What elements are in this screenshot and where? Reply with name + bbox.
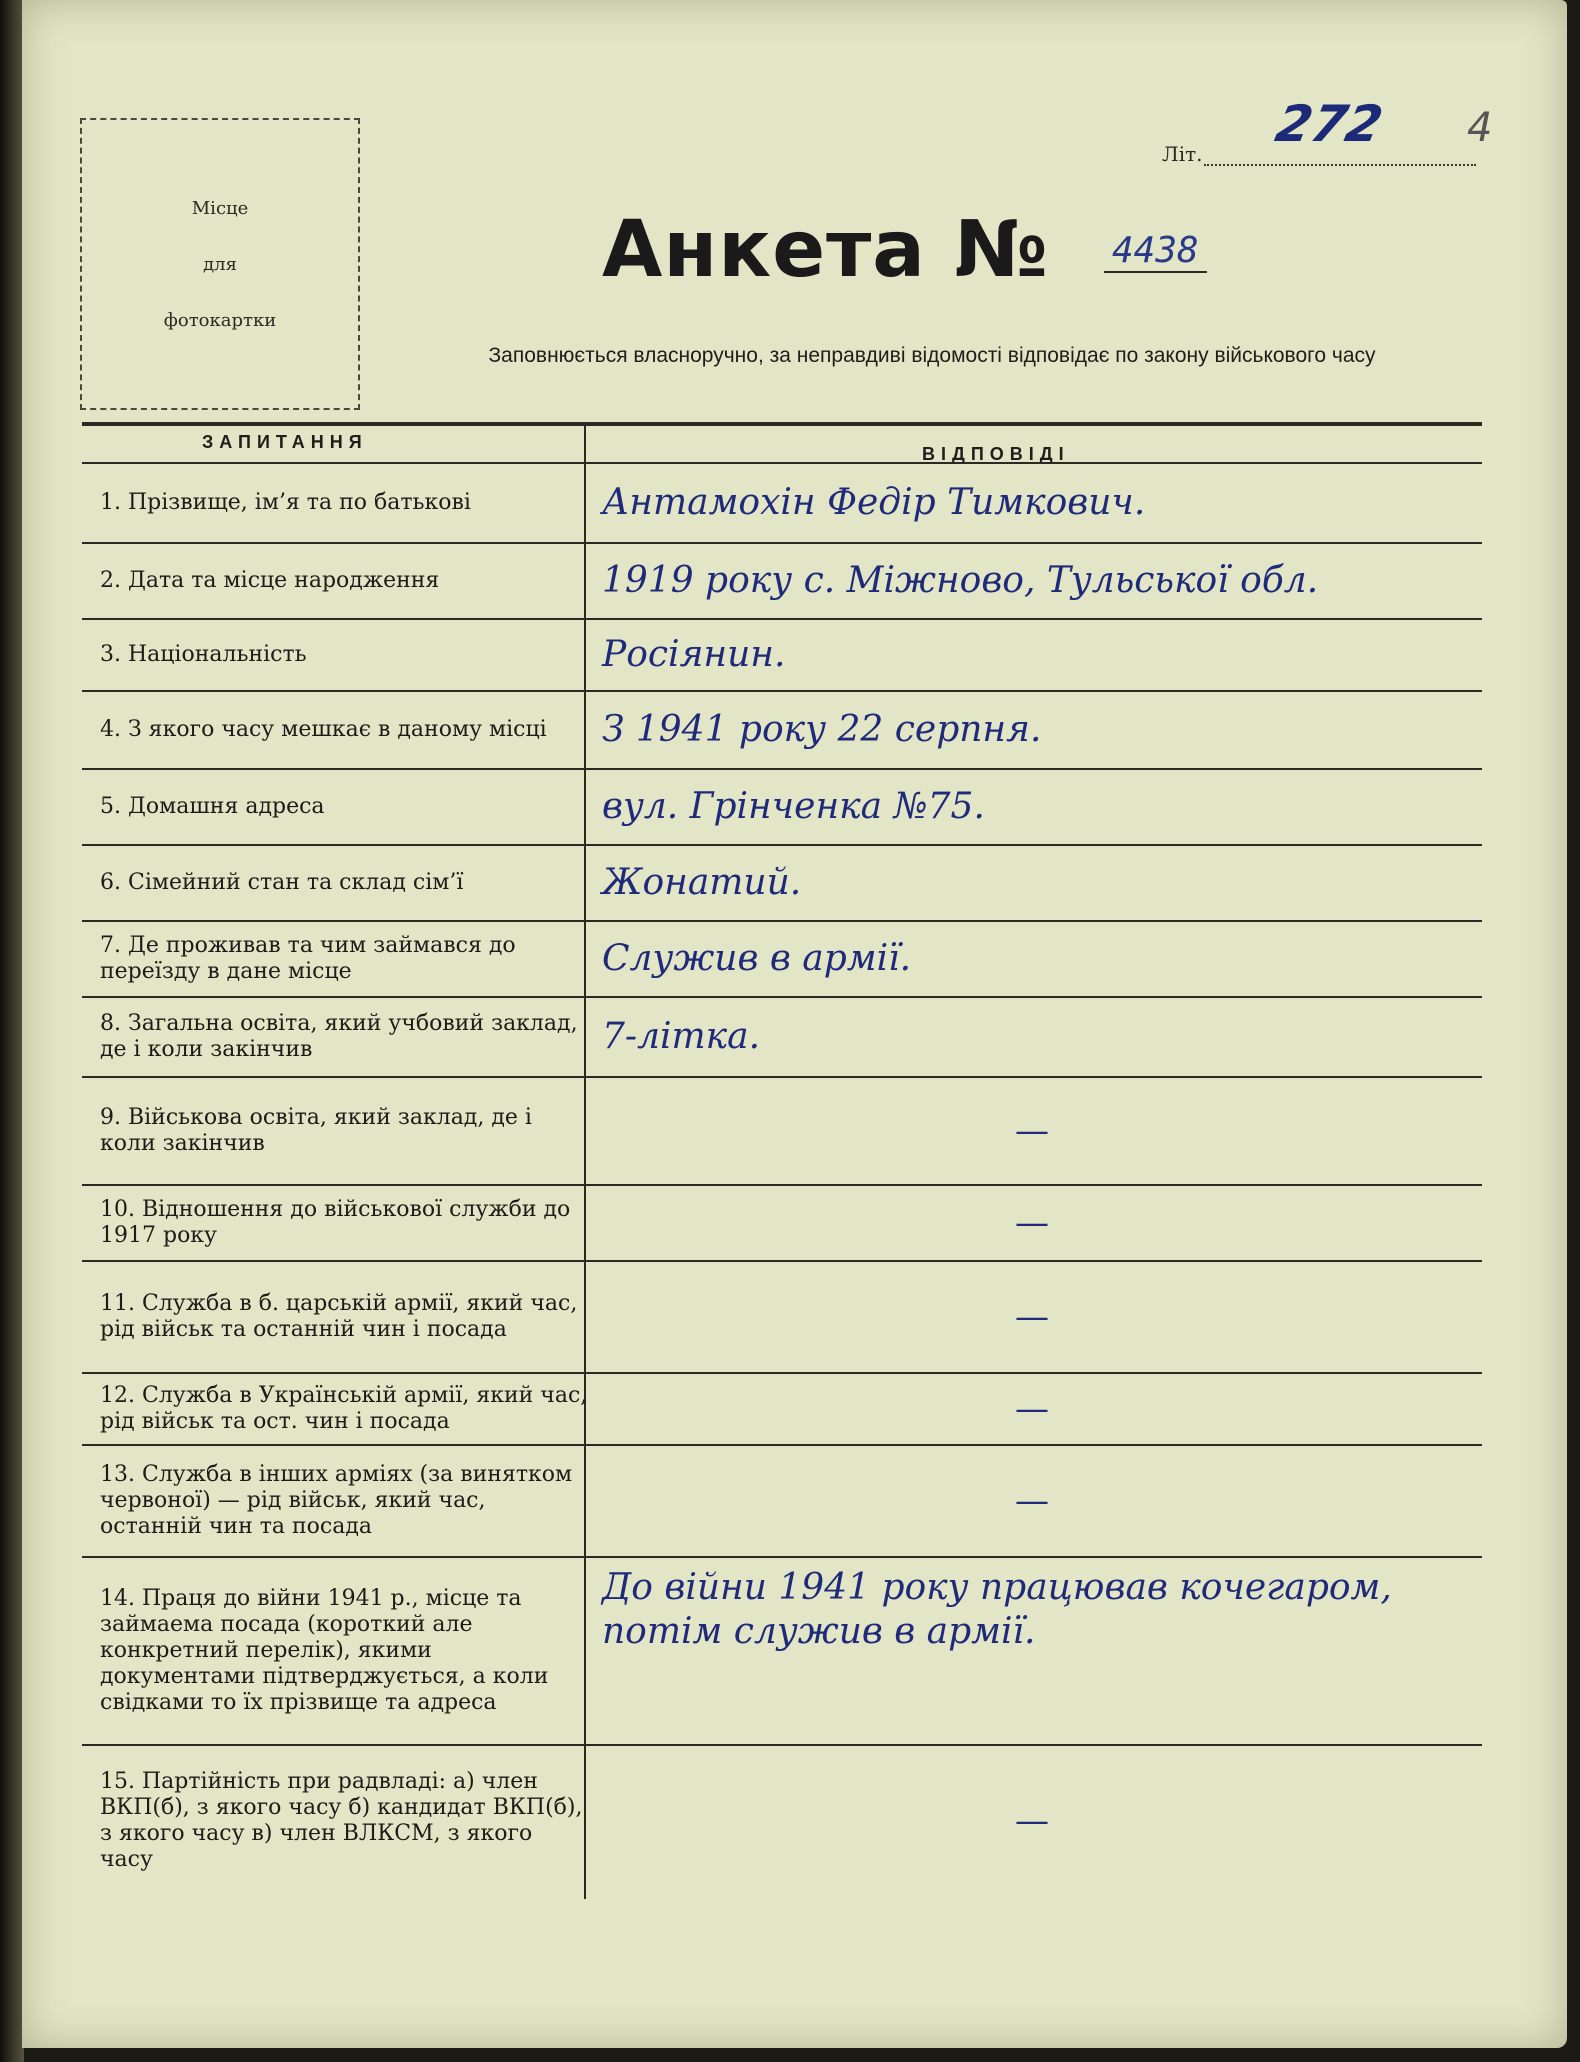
question-text: 6. Сімейний стан та склад сім’ї — [100, 870, 464, 895]
table-row — [82, 544, 1482, 620]
answer-text: Росіянин. — [602, 634, 786, 675]
table-row — [82, 1446, 1482, 1558]
photo-label-2: для — [203, 254, 237, 275]
answer-text: 1919 року с. Міжново, Тульської обл. — [602, 560, 1319, 601]
table-row — [82, 620, 1482, 692]
question-text: 7. Де проживав та чим займався до переїзду в дане місце — [100, 933, 516, 984]
table-row — [82, 1262, 1482, 1374]
answer-text: Служив в армії. — [602, 938, 912, 979]
answer-text: 7-лiтка. — [602, 1016, 761, 1057]
question-text: 12. Служба в Українській армії, який час, рід військ та ост. чин і посада — [100, 1383, 588, 1434]
question-text: 1. Прізвище, ім’я та по батькові — [100, 490, 471, 515]
question-text: 10. Відношення до військової служби до 1917 року — [100, 1197, 571, 1248]
lit-label: Літ. — [1162, 142, 1203, 166]
form-title: Анкета № — [602, 205, 1049, 295]
table-top-rule — [82, 422, 1482, 426]
questions-header: ЗАПИТАННЯ — [202, 432, 368, 452]
answer-text: — — [1015, 1389, 1049, 1429]
table-row — [82, 846, 1482, 922]
margin-page-mark: 4 — [1467, 105, 1493, 151]
question-text: 5. Домашня адреса — [100, 794, 325, 819]
question-text: 2. Дата та місце народження — [100, 568, 440, 593]
answer-text: — — [1015, 1481, 1049, 1521]
answer-text: З 1941 року 22 серпня. — [602, 709, 1042, 750]
table-row — [82, 1078, 1482, 1186]
table-row — [82, 692, 1482, 770]
question-text: 9. Військова освіта, який заклад, де і коли закінчив — [100, 1105, 532, 1156]
photo-label-3: фотокартки — [163, 310, 277, 331]
answer-text: — — [1015, 1801, 1049, 1841]
table-row — [82, 1186, 1482, 1262]
table-row — [82, 464, 1482, 544]
answer-text: До війни 1941 року працював кочегаром, потім служив в армії. — [602, 1567, 1392, 1653]
question-text: 4. З якого часу мешкає в даному місці — [100, 717, 547, 742]
table-row — [82, 922, 1482, 998]
lit-underline — [1204, 164, 1476, 166]
answer-text: — — [1015, 1111, 1049, 1151]
table-row — [82, 1558, 1482, 1746]
photo-placeholder — [80, 118, 360, 410]
book-binding — [0, 0, 24, 2062]
answer-text: — — [1015, 1297, 1049, 1337]
question-text: 11. Служба в б. царській армії, який час, рід військ та останній чин і посада — [100, 1291, 578, 1342]
photo-label-1: Місце — [191, 198, 249, 219]
table-row — [82, 998, 1482, 1078]
question-text: 15. Партійність при радвладі: а) член ВКП(б), з якого часу б) кандидат ВКП(б), з якого часу в) член ВЛКСМ, з якого часу — [100, 1769, 583, 1872]
answer-text: вул. Грінченка №75. — [602, 786, 985, 827]
answer-text: — — [1015, 1203, 1049, 1243]
form-subtitle: Заповнюється власноручно, за неправдиві відомості відповідає по закону військового часу — [488, 344, 1376, 367]
lit-handwritten-number: 272 — [1270, 95, 1388, 153]
form-number: 4438 — [1104, 230, 1207, 273]
answers-header: ВІДПОВІДІ — [922, 444, 1070, 464]
answer-text: Антамохін Федір Тимкович. — [602, 482, 1146, 523]
question-text: 8. Загальна освіта, який учбовий заклад, де і коли закінчив — [100, 1011, 578, 1062]
question-text: 3. Національність — [100, 642, 307, 667]
lit-field — [1132, 95, 1482, 170]
table-row — [82, 770, 1482, 846]
answer-text: Жонатий. — [602, 862, 802, 903]
question-text: 14. Праця до війни 1941 р., місце та займаема посада (короткий але конкретний перелік), якими документами підтверджується, а коли свідками то їх прізвище та адреса — [100, 1586, 549, 1715]
table-row — [82, 1374, 1482, 1446]
table-row — [82, 1746, 1482, 1896]
questionnaire-page — [22, 0, 1567, 2048]
question-text: 13. Служба в інших арміях (за винятком червоної) — рід військ, який час, останній чин та посада — [100, 1462, 573, 1539]
